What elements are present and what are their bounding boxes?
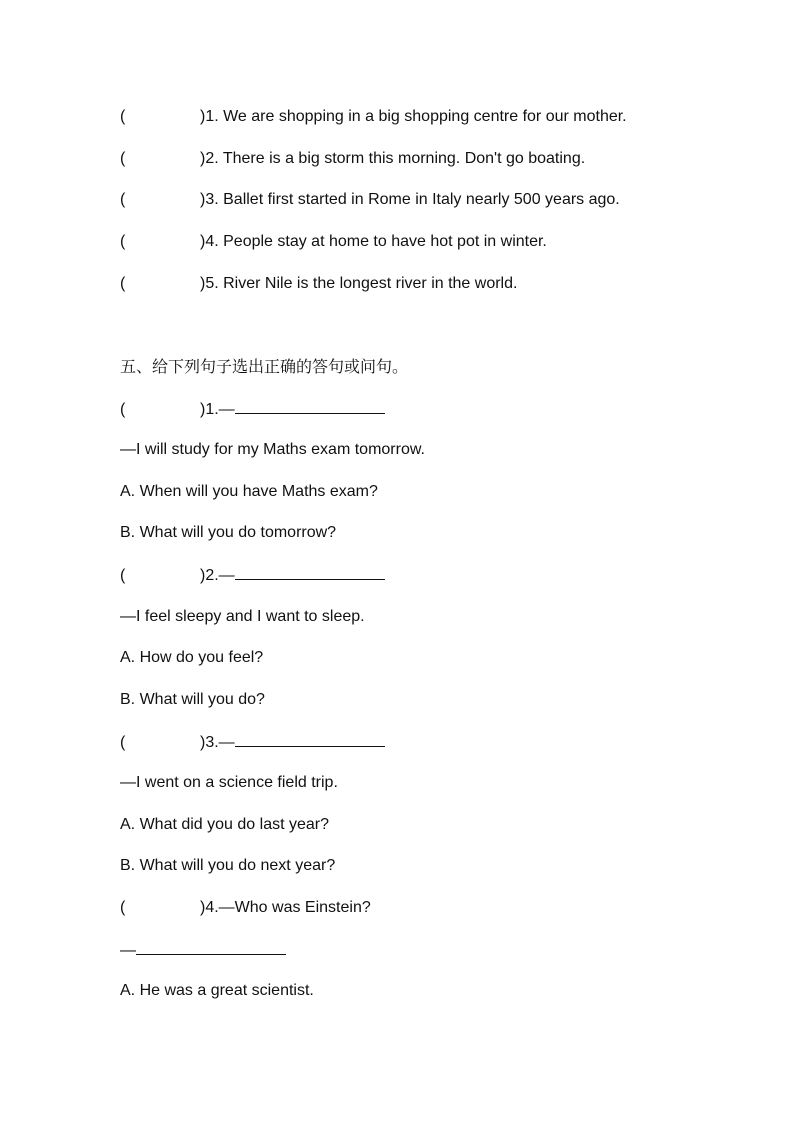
answer-paren[interactable]: ( bbox=[120, 401, 126, 418]
question-prompt-text: )2.— bbox=[200, 567, 235, 584]
question-3-option-a: A. What did you do last year? bbox=[120, 816, 329, 833]
question-3-prompt bbox=[120, 732, 385, 753]
question-2-response: —I feel sleepy and I want to sleep. bbox=[120, 608, 365, 625]
question-4-option-a: A. He was a great scientist. bbox=[120, 982, 314, 999]
answer-paren[interactable]: ( bbox=[120, 734, 126, 751]
tf-item-text: )1. We are shopping in a big shopping centre for our mother. bbox=[200, 108, 627, 125]
question-3-option-b: B. What will you do next year? bbox=[120, 857, 336, 874]
tf-item-2 bbox=[120, 149, 585, 169]
question-2-prompt bbox=[120, 565, 385, 586]
tf-item-4 bbox=[120, 232, 547, 252]
question-4-prompt bbox=[120, 898, 371, 918]
answer-paren[interactable]: ( bbox=[120, 108, 126, 125]
answer-paren[interactable]: ( bbox=[120, 150, 126, 167]
question-1-response: —I will study for my Maths exam tomorrow. bbox=[120, 441, 425, 458]
answer-blank[interactable] bbox=[235, 399, 385, 414]
question-2-option-b: B. What will you do? bbox=[120, 691, 265, 708]
response-dash: — bbox=[120, 942, 136, 959]
tf-item-text: )5. River Nile is the longest river in the world. bbox=[200, 275, 518, 292]
tf-item-text: )2. There is a big storm this morning. Don't go boating. bbox=[200, 150, 586, 167]
tf-item-text: )3. Ballet first started in Rome in Italy nearly 500 years ago. bbox=[200, 191, 620, 208]
section-five-heading: 五、给下列句子选出正确的答句或问句。 bbox=[120, 357, 409, 376]
answer-blank[interactable] bbox=[235, 732, 385, 747]
answer-paren[interactable]: ( bbox=[120, 899, 126, 916]
tf-item-text: )4. People stay at home to have hot pot in winter. bbox=[200, 233, 547, 250]
question-4-response bbox=[120, 940, 286, 961]
tf-item-1 bbox=[120, 107, 627, 127]
answer-paren[interactable]: ( bbox=[120, 233, 126, 250]
question-prompt-text: )3.— bbox=[200, 734, 235, 751]
answer-paren[interactable]: ( bbox=[120, 191, 126, 208]
answer-paren[interactable]: ( bbox=[120, 567, 126, 584]
question-1-option-b: B. What will you do tomorrow? bbox=[120, 524, 337, 541]
question-1-option-a: A. When will you have Maths exam? bbox=[120, 483, 378, 500]
question-prompt-text: )4.—Who was Einstein? bbox=[200, 899, 371, 916]
question-1-prompt bbox=[120, 399, 385, 420]
question-2-option-a: A. How do you feel? bbox=[120, 649, 264, 666]
answer-blank[interactable] bbox=[136, 940, 286, 955]
tf-item-3 bbox=[120, 190, 620, 210]
tf-item-5 bbox=[120, 274, 517, 294]
question-prompt-text: )1.— bbox=[200, 401, 235, 418]
answer-blank[interactable] bbox=[235, 565, 385, 580]
answer-paren[interactable]: ( bbox=[120, 275, 126, 292]
question-3-response: —I went on a science field trip. bbox=[120, 774, 338, 791]
